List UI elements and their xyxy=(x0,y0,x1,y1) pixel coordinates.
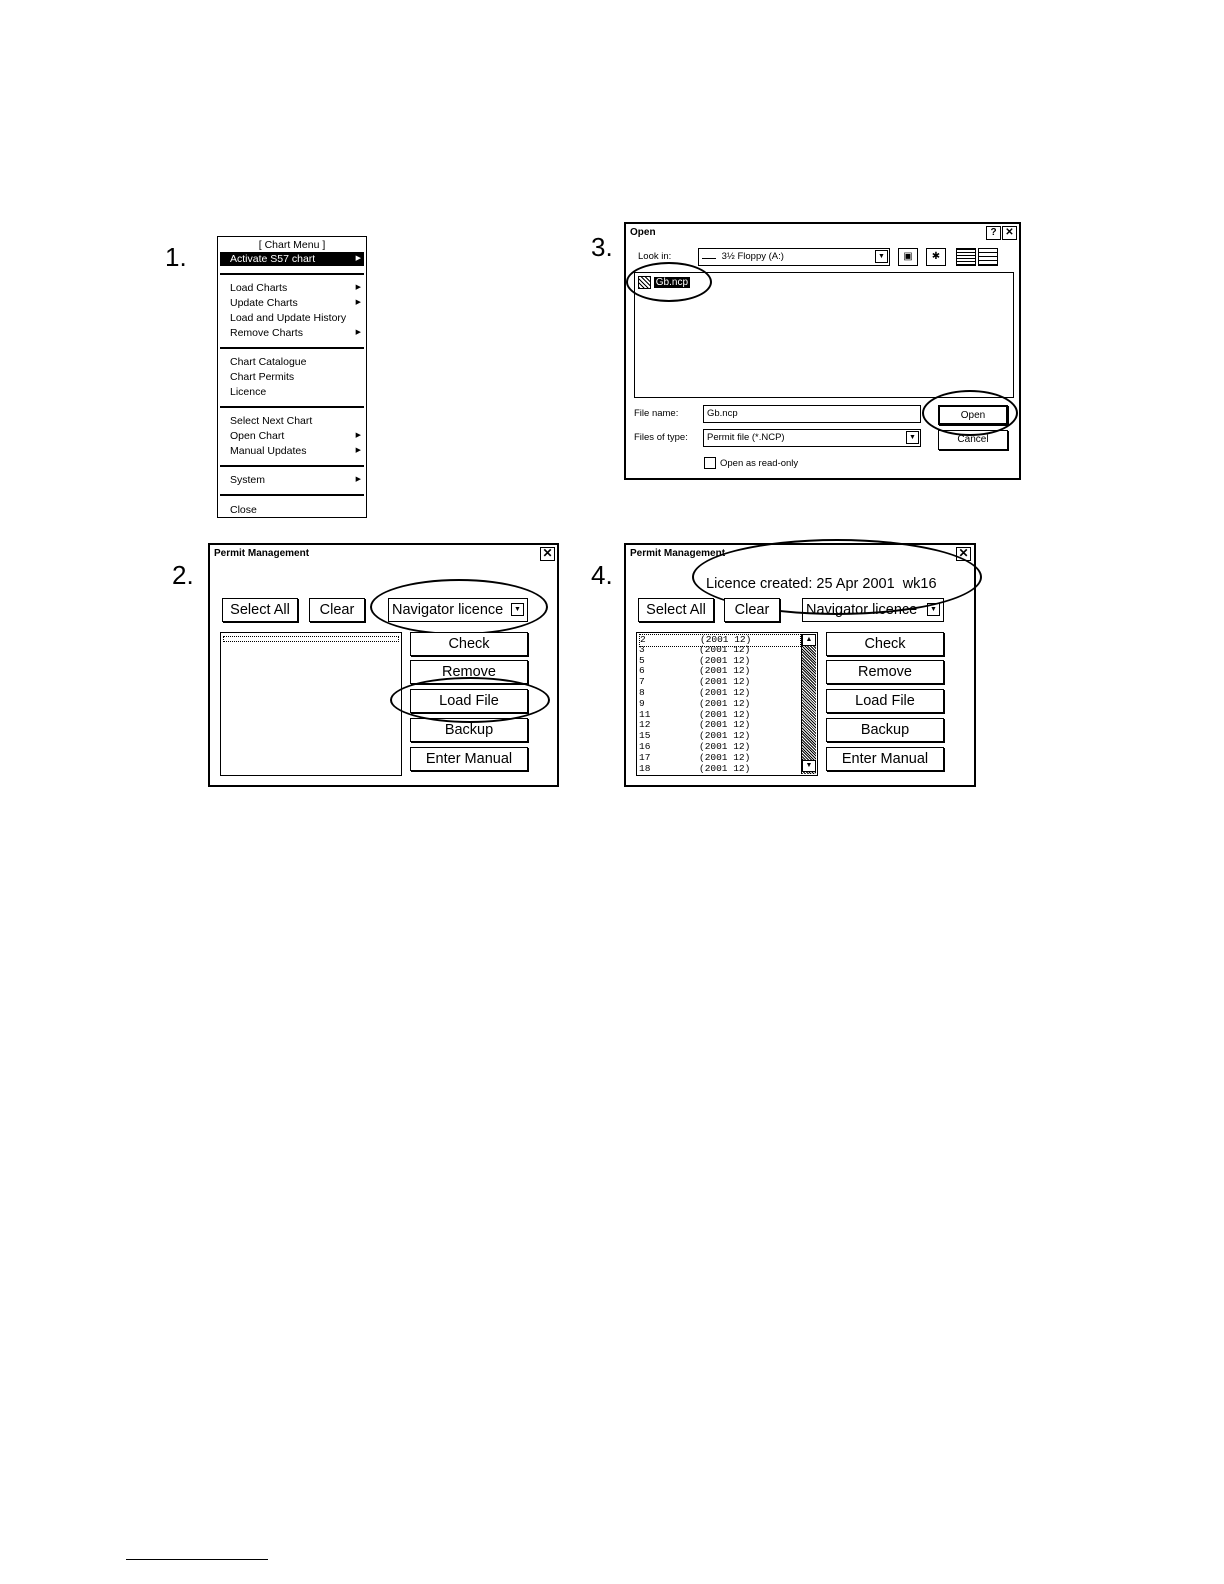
read-only-label: Open as read-only xyxy=(720,458,799,469)
file-item[interactable] xyxy=(638,276,690,290)
list-item-id: 11 xyxy=(639,708,651,720)
menu-item-open-chart[interactable]: Open Chart ▶ xyxy=(230,430,361,442)
step-number-1: 1. xyxy=(165,242,187,272)
enter-manual-button[interactable]: Enter Manual xyxy=(826,747,944,771)
list-view-icon[interactable] xyxy=(956,248,976,266)
list-item-id: 18 xyxy=(639,762,651,774)
list-item-id: 12 xyxy=(639,719,651,731)
list-item-value: (2001 12) xyxy=(699,697,751,709)
list-item-id: 15 xyxy=(639,730,651,742)
list-item-id: 6 xyxy=(639,665,645,677)
list-item-id: 5 xyxy=(639,654,645,666)
list-item-value: (2001 12) xyxy=(699,762,751,774)
menu-separator xyxy=(220,465,364,467)
cancel-button[interactable]: Cancel xyxy=(938,430,1008,450)
menu-separator xyxy=(220,406,364,408)
look-in-select[interactable]: 3½ Floppy (A:) ▼ xyxy=(698,248,890,266)
permit-list[interactable] xyxy=(636,632,818,776)
backup-button[interactable]: Backup xyxy=(826,718,944,742)
footnote-rule xyxy=(126,1559,268,1560)
chart-menu xyxy=(217,236,367,518)
details-view-icon[interactable] xyxy=(978,248,998,266)
submenu-arrow-icon: ▶ xyxy=(355,329,361,336)
menu-item-activate-s57-chart[interactable]: Activate S57 chart ▶ xyxy=(220,252,364,266)
list-item-value: (2001 12) xyxy=(699,708,751,720)
up-folder-icon[interactable]: ▣ xyxy=(898,248,918,266)
list-item-value: (2001 12) xyxy=(699,665,751,677)
dropdown-arrow-icon: ▼ xyxy=(511,603,524,616)
menu-item-manual-updates[interactable]: Manual Updates ▶ xyxy=(230,445,361,457)
permit-list[interactable] xyxy=(220,632,402,776)
close-button[interactable]: ✕ xyxy=(956,547,971,561)
read-only-checkbox[interactable] xyxy=(704,457,716,469)
close-button[interactable]: ✕ xyxy=(540,547,555,561)
list-item-id: 7 xyxy=(639,676,645,688)
remove-button[interactable]: Remove xyxy=(410,660,528,684)
list-item-id: 16 xyxy=(639,741,651,752)
dropdown-arrow-icon: ▼ xyxy=(927,603,940,616)
list-item-id: 9 xyxy=(639,697,645,709)
menu-separator xyxy=(220,347,364,349)
backup-button[interactable]: Backup xyxy=(410,718,528,742)
load-file-button[interactable]: Load File xyxy=(826,689,944,713)
submenu-arrow-icon: ▶ xyxy=(355,299,361,306)
file-item-label: Gb.ncp xyxy=(655,277,689,289)
submenu-arrow-icon: ▶ xyxy=(355,476,361,483)
file-list[interactable] xyxy=(634,272,1014,398)
look-in-label: Look in: xyxy=(638,251,672,262)
file-name-label: File name: xyxy=(634,408,679,419)
dropdown-arrow-icon: ▼ xyxy=(906,431,919,444)
list-item-value: (2001 12) xyxy=(699,751,751,763)
menu-item-licence[interactable]: Licence xyxy=(230,386,267,398)
menu-item-close[interactable]: Close xyxy=(230,504,257,516)
licence-select[interactable]: Navigator licence ▼ xyxy=(388,598,528,622)
enter-manual-button[interactable]: Enter Manual xyxy=(410,747,528,771)
submenu-arrow-icon: ▶ xyxy=(355,284,361,291)
list-item-id: 17 xyxy=(639,751,651,763)
select-all-button[interactable]: Select All xyxy=(222,598,298,622)
list-item-value: (2001 12) xyxy=(699,643,751,655)
menu-separator xyxy=(220,273,364,275)
scrollbar[interactable] xyxy=(801,634,816,774)
menu-item-update-charts[interactable]: Update Charts ▶ xyxy=(230,297,361,309)
menu-item-remove-charts[interactable]: Remove Charts ▶ xyxy=(230,327,361,339)
remove-button[interactable]: Remove xyxy=(826,660,944,684)
list-item[interactable] xyxy=(639,764,799,775)
scroll-up-icon[interactable]: ▲ xyxy=(802,634,816,646)
list-item-value: (2001 12) xyxy=(699,676,751,688)
menu-item-chart-catalogue[interactable]: Chart Catalogue xyxy=(230,356,307,368)
load-file-button[interactable]: Load File xyxy=(410,689,528,713)
select-all-button[interactable]: Select All xyxy=(638,598,714,622)
dialog-title: Open xyxy=(630,227,656,238)
list-item-value: (2001 12) xyxy=(699,687,751,698)
permit-management-dialog xyxy=(208,543,559,787)
open-button[interactable]: Open xyxy=(938,405,1008,425)
help-button[interactable]: ? xyxy=(986,226,1001,240)
chart-menu-title: [ Chart Menu ] xyxy=(258,239,326,251)
submenu-arrow-icon: ▶ xyxy=(355,255,361,262)
files-of-type-label: Files of type: xyxy=(634,432,688,443)
list-item-value: (2001 12) xyxy=(700,634,752,645)
list-item-value: (2001 12) xyxy=(699,719,751,731)
menu-item-load-update-history[interactable]: Load and Update History xyxy=(230,312,347,324)
menu-separator xyxy=(220,494,364,496)
new-folder-icon[interactable]: ✱ xyxy=(926,248,946,266)
check-button[interactable]: Check xyxy=(410,632,528,656)
licence-select[interactable]: Navigator licence ▼ xyxy=(802,598,944,622)
close-button[interactable]: ✕ xyxy=(1002,226,1017,240)
menu-item-load-charts[interactable]: Load Charts ▶ xyxy=(230,282,361,294)
list-focus-rect xyxy=(223,636,399,642)
submenu-arrow-icon: ▶ xyxy=(355,432,361,439)
step-number-4: 4. xyxy=(591,560,613,590)
list-item-id: 3 xyxy=(639,643,645,655)
list-item-value: (2001 12) xyxy=(699,654,751,666)
menu-item-chart-permits[interactable]: Chart Permits xyxy=(230,371,295,383)
file-name-input[interactable]: Gb.ncp xyxy=(703,405,921,423)
permit-management-dialog-loaded xyxy=(624,543,976,787)
menu-item-system[interactable]: System ▶ xyxy=(230,474,361,486)
licence-created-message: Licence created: 25 Apr 2001 wk16 xyxy=(706,576,937,592)
file-icon xyxy=(638,276,651,289)
floppy-drive-icon xyxy=(702,253,716,259)
list-item-value: (2001 12) xyxy=(699,730,751,742)
dropdown-arrow-icon: ▼ xyxy=(875,250,888,263)
open-file-dialog xyxy=(624,222,1021,480)
list-item-value: (2001 12) xyxy=(699,741,751,752)
step-number-2: 2. xyxy=(172,560,194,590)
dialog-title: Permit Management xyxy=(214,548,310,559)
files-of-type-select[interactable]: Permit file (*.NCP) ▼ xyxy=(703,429,921,447)
menu-item-select-next-chart[interactable]: Select Next Chart xyxy=(230,415,313,427)
check-button[interactable]: Check xyxy=(826,632,944,656)
dialog-title: Permit Management xyxy=(630,548,726,559)
scroll-down-icon[interactable]: ▼ xyxy=(802,760,816,772)
clear-button[interactable]: Clear xyxy=(724,598,780,622)
step-number-3: 3. xyxy=(591,232,613,262)
submenu-arrow-icon: ▶ xyxy=(355,447,361,454)
list-item-id: 8 xyxy=(639,687,645,698)
list-item-id: 2 xyxy=(640,634,646,645)
clear-button[interactable]: Clear xyxy=(309,598,365,622)
